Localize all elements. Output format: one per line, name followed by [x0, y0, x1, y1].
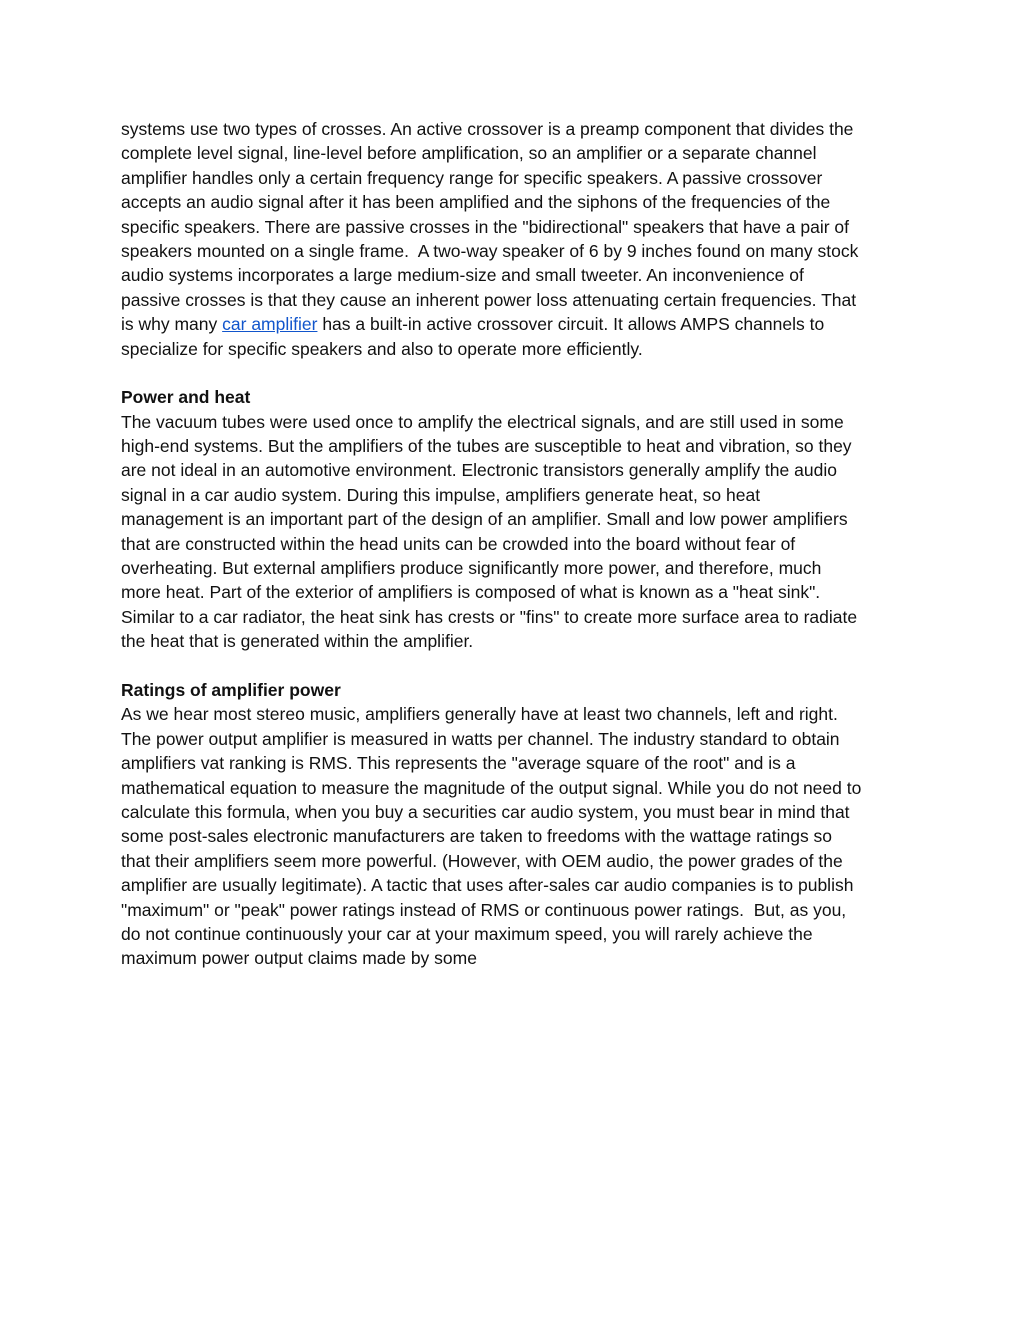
text-line: amplifiers vat ranking is RMS. This represents the "average square of the root" and is a: [121, 753, 796, 774]
text-line: signal in a car audio system. During this impulse, amplifiers generate heat, so heat: [121, 484, 761, 505]
text-line: management is an important part of the design of an amplifier. Small and low power amplifiers: [121, 509, 848, 530]
text-line: passive crosses is that they cause an inherent power loss attenuating certain frequencies. That: [121, 289, 857, 310]
text-line: amplifier handles only a certain frequency range for specific speakers. A passive crossover: [121, 167, 823, 188]
text-before-link: is why many: [121, 314, 223, 335]
text-line: "maximum" or "peak" power ratings instead of RMS or continuous power ratings. But, as you,: [121, 899, 847, 920]
text-line: that their amplifiers seem more powerful. (However, with OEM audio, the power grades of the: [121, 850, 843, 871]
paragraph-spacer: [121, 361, 911, 385]
text-line: The vacuum tubes were used once to amplify the electrical signals, and are still used in some: [121, 411, 844, 432]
section-heading: Power and heat: [121, 387, 251, 408]
text-line: amplifier are usually legitimate). A tactic that uses after-sales car audio companies is to publish: [121, 875, 854, 896]
text-line: As we hear most stereo music, amplifiers generally have at least two channels, left and right.: [121, 704, 838, 725]
text-line: high-end systems. But the amplifiers of the tubes are susceptible to heat and vibration, so they: [121, 436, 852, 457]
text-line: do not continue continuously your car at your maximum speed, you will rarely achieve the: [121, 923, 813, 944]
text-line: systems use two types of crosses. An active crossover is a preamp component that divides the: [121, 119, 854, 139]
text-line: Similar to a car radiator, the heat sink has crests or "fins" to create more surface area to radiate: [121, 606, 858, 627]
text-line: calculate this formula, when you buy a securities car audio system, you must bear in mind that: [121, 801, 850, 822]
car-amplifier-link[interactable]: car amplifier: [222, 314, 318, 335]
section-power-and-heat: [121, 385, 911, 653]
text-line: mathematical equation to measure the magnitude of the output signal. While you do not need to: [121, 777, 862, 798]
text-line: specific speakers. There are passive crosses in the "bidirectional" speakers that have a pair of: [121, 216, 850, 237]
text-line: some post-sales electronic manufacturers are taken to freedoms with the wattage ratings so: [121, 826, 833, 847]
text-line-with-link: [121, 312, 911, 336]
text-line: are not ideal in an automotive environment. Electronic transistors generally amplify the audio: [121, 460, 837, 481]
text-line: that are constructed within the head units can be crowded into the board without fear of: [121, 533, 796, 554]
text-line: overheating. But external amplifiers produce significantly more power, and therefore, much: [121, 558, 822, 579]
text-line: accepts an audio signal after it has been amplified and the siphons of the frequencies of the: [121, 192, 831, 213]
text-line: maximum power output claims made by some: [121, 948, 477, 969]
text-line: complete level signal, line-level before amplification, so an amplifier or a separate channel: [121, 143, 817, 164]
text-line: speakers mounted on a single frame. A two-way speaker of 6 by 9 inches found on many stock: [121, 240, 859, 261]
section-heading: Ratings of amplifier power: [121, 679, 341, 700]
text-line: more heat. Part of the exterior of amplifiers is composed of what is known as a "heat sink".: [121, 582, 821, 603]
document-page: [121, 117, 911, 971]
text-after-link: has a built-in active crossover circuit. It allows AMPS channels to: [317, 314, 825, 335]
text-line: the heat that is generated within the amplifier.: [121, 631, 474, 652]
text-line: audio systems incorporates a large medium-size and small tweeter. An inconvenience of: [121, 265, 804, 286]
section-ratings-of-amplifier-power: [121, 678, 911, 971]
text-line: specialize for specific speakers and also to operate more efficiently.: [121, 338, 643, 359]
paragraph-spacer: [121, 654, 911, 678]
paragraph-crossovers: [121, 117, 911, 361]
text-line: The power output amplifier is measured in watts per channel. The industry standard to obtain: [121, 728, 840, 749]
